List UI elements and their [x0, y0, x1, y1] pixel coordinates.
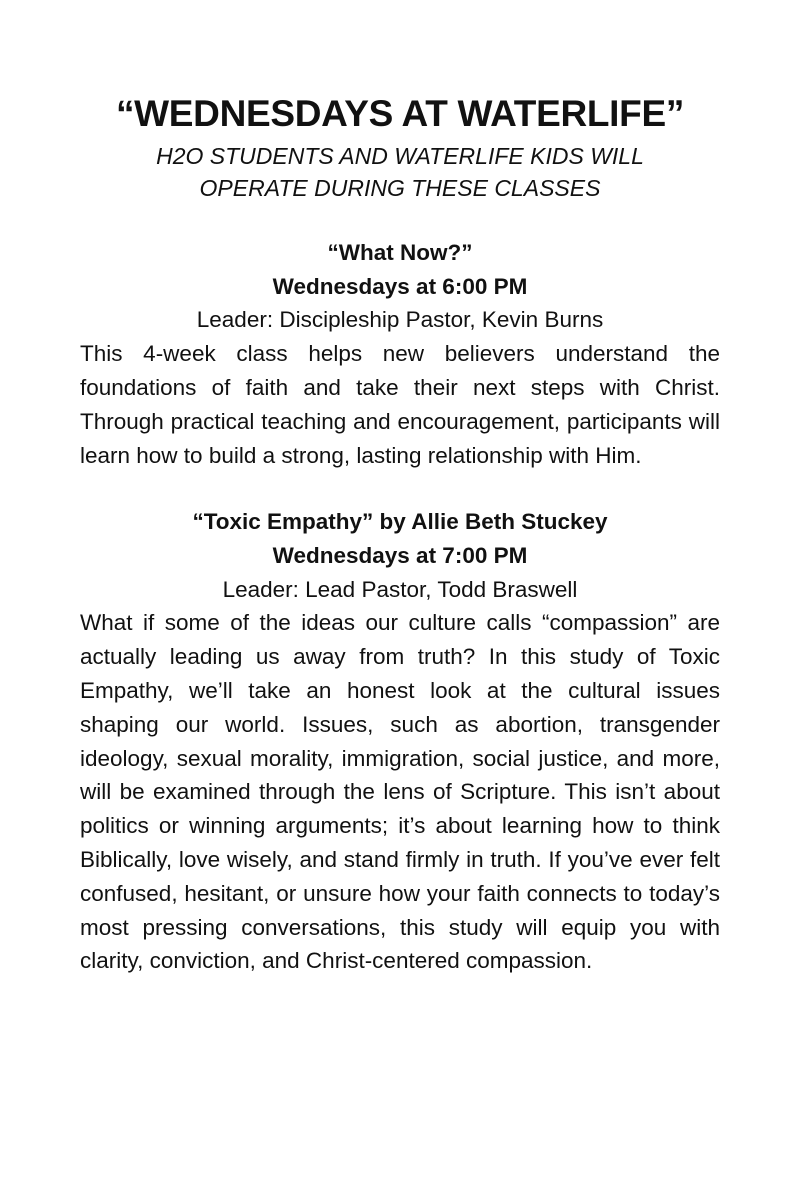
class-toxic-empathy [80, 505, 720, 978]
subtitle-line-2: OPERATE DURING THESE CLASSES [199, 175, 601, 201]
flyer-header [80, 0, 720, 204]
page-title: “WEDNESDAYS AT WATERLIFE” [115, 93, 685, 134]
class-title: “What Now?” [327, 240, 473, 265]
class-what-now [80, 236, 720, 472]
class-leader: Leader: Lead Pastor, Todd Braswell [222, 576, 578, 602]
class-time: Wednesdays at 6:00 PM [272, 273, 528, 299]
class-time: Wednesdays at 7:00 PM [272, 543, 528, 568]
class-description: What if some of the ideas our culture calls “compassion” are actually leading us away from truth? In this study of Toxic Empathy, we’ll take an honest look at the cultural issues shaping our world. Issues, such as abortion, transgender ideology, sexual morality, immigration, social justice, and more, will be examined through the lens of Scripture. This isn’t about politics or winning arguments; it’s about learning how to think Biblically, love wisely, and stand firmly in truth. If you’ve ever felt confused, hesitant, or unsure how your faith connects to today’s most pressing conversations, this study will equip you with clarity, conviction, and Christ-centered compassion. [80, 610, 720, 974]
page-subtitle [80, 140, 720, 204]
class-description: This 4-week class helps new believers understand the foundations of faith and take their next steps with Christ. Through practical teaching and encouragement, participants will learn how to build a strong, lasting relationship with Him. [80, 341, 720, 468]
class-title: “Toxic Empathy” by Allie Beth Stuckey [192, 509, 608, 535]
class-leader: Leader: Discipleship Pastor, Kevin Burns [196, 307, 604, 333]
subtitle-line-1: H2O STUDENTS AND WATERLIFE KIDS WILL [156, 143, 644, 169]
